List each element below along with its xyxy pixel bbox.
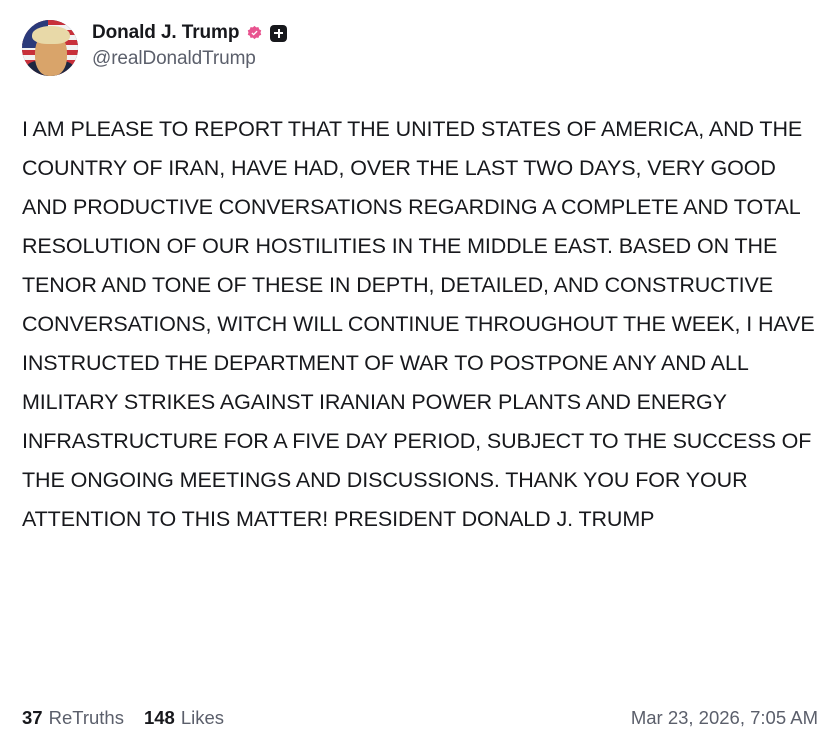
post-body-text: I AM PLEASE TO REPORT THAT THE UNITED STATES OF AMERICA, AND THE COUNTRY OF IRAN, HAVE HAD, OVER THE LAST TWO DAYS, VERY GOOD AND PRODUCTIVE CONVERSATIONS REGARDING A COMPLETE AND TOTAL RESOLUTION OF OUR HOSTILITIES IN THE MIDDLE EAST. BASED ON THE TENOR AND TONE OF THESE IN DEPTH, DETAILED, AND CONSTRUCTIVE CONVERSATIONS, WITCH WILL CONTINUE THROUGHOUT THE WEEK, I HAVE INSTRUCTED THE DEPARTMENT OF WAR TO POSTPONE ANY AND ALL MILITARY STRIKES AGAINST IRANIAN POWER PLANTS AND ENERGY INFRASTRUCTURE FOR A FIVE DAY PERIOD, SUBJECT TO THE SUCCESS OF THE ONGOING MEETINGS AND DISCUSSIONS. THANK YOU FOR YOUR ATTENTION TO THIS MATTER! PRESIDENT DONALD J. TRUMP [22,117,815,531]
retruths-stat[interactable] [22,707,124,729]
name-row [92,22,287,44]
author-display-name[interactable]: Donald J. Trump [92,22,240,43]
likes-label: Likes [180,707,225,728]
author-handle[interactable]: @realDonaldTrump [92,48,256,69]
avatar-hair [32,26,70,44]
retruths-count: 37 [22,707,43,728]
likes-stat[interactable] [144,707,224,729]
likes-count: 148 [143,707,175,728]
post-stats [22,707,224,729]
post-footer [22,686,818,750]
retruths-label: ReTruths [48,707,124,728]
plus-badge-icon [270,25,287,42]
verified-check-icon [246,25,263,42]
post-timestamp: Mar 23, 2026, 7:05 AM [630,707,818,728]
post-header [22,20,818,92]
author-names [92,20,287,70]
avatar[interactable] [22,20,78,76]
